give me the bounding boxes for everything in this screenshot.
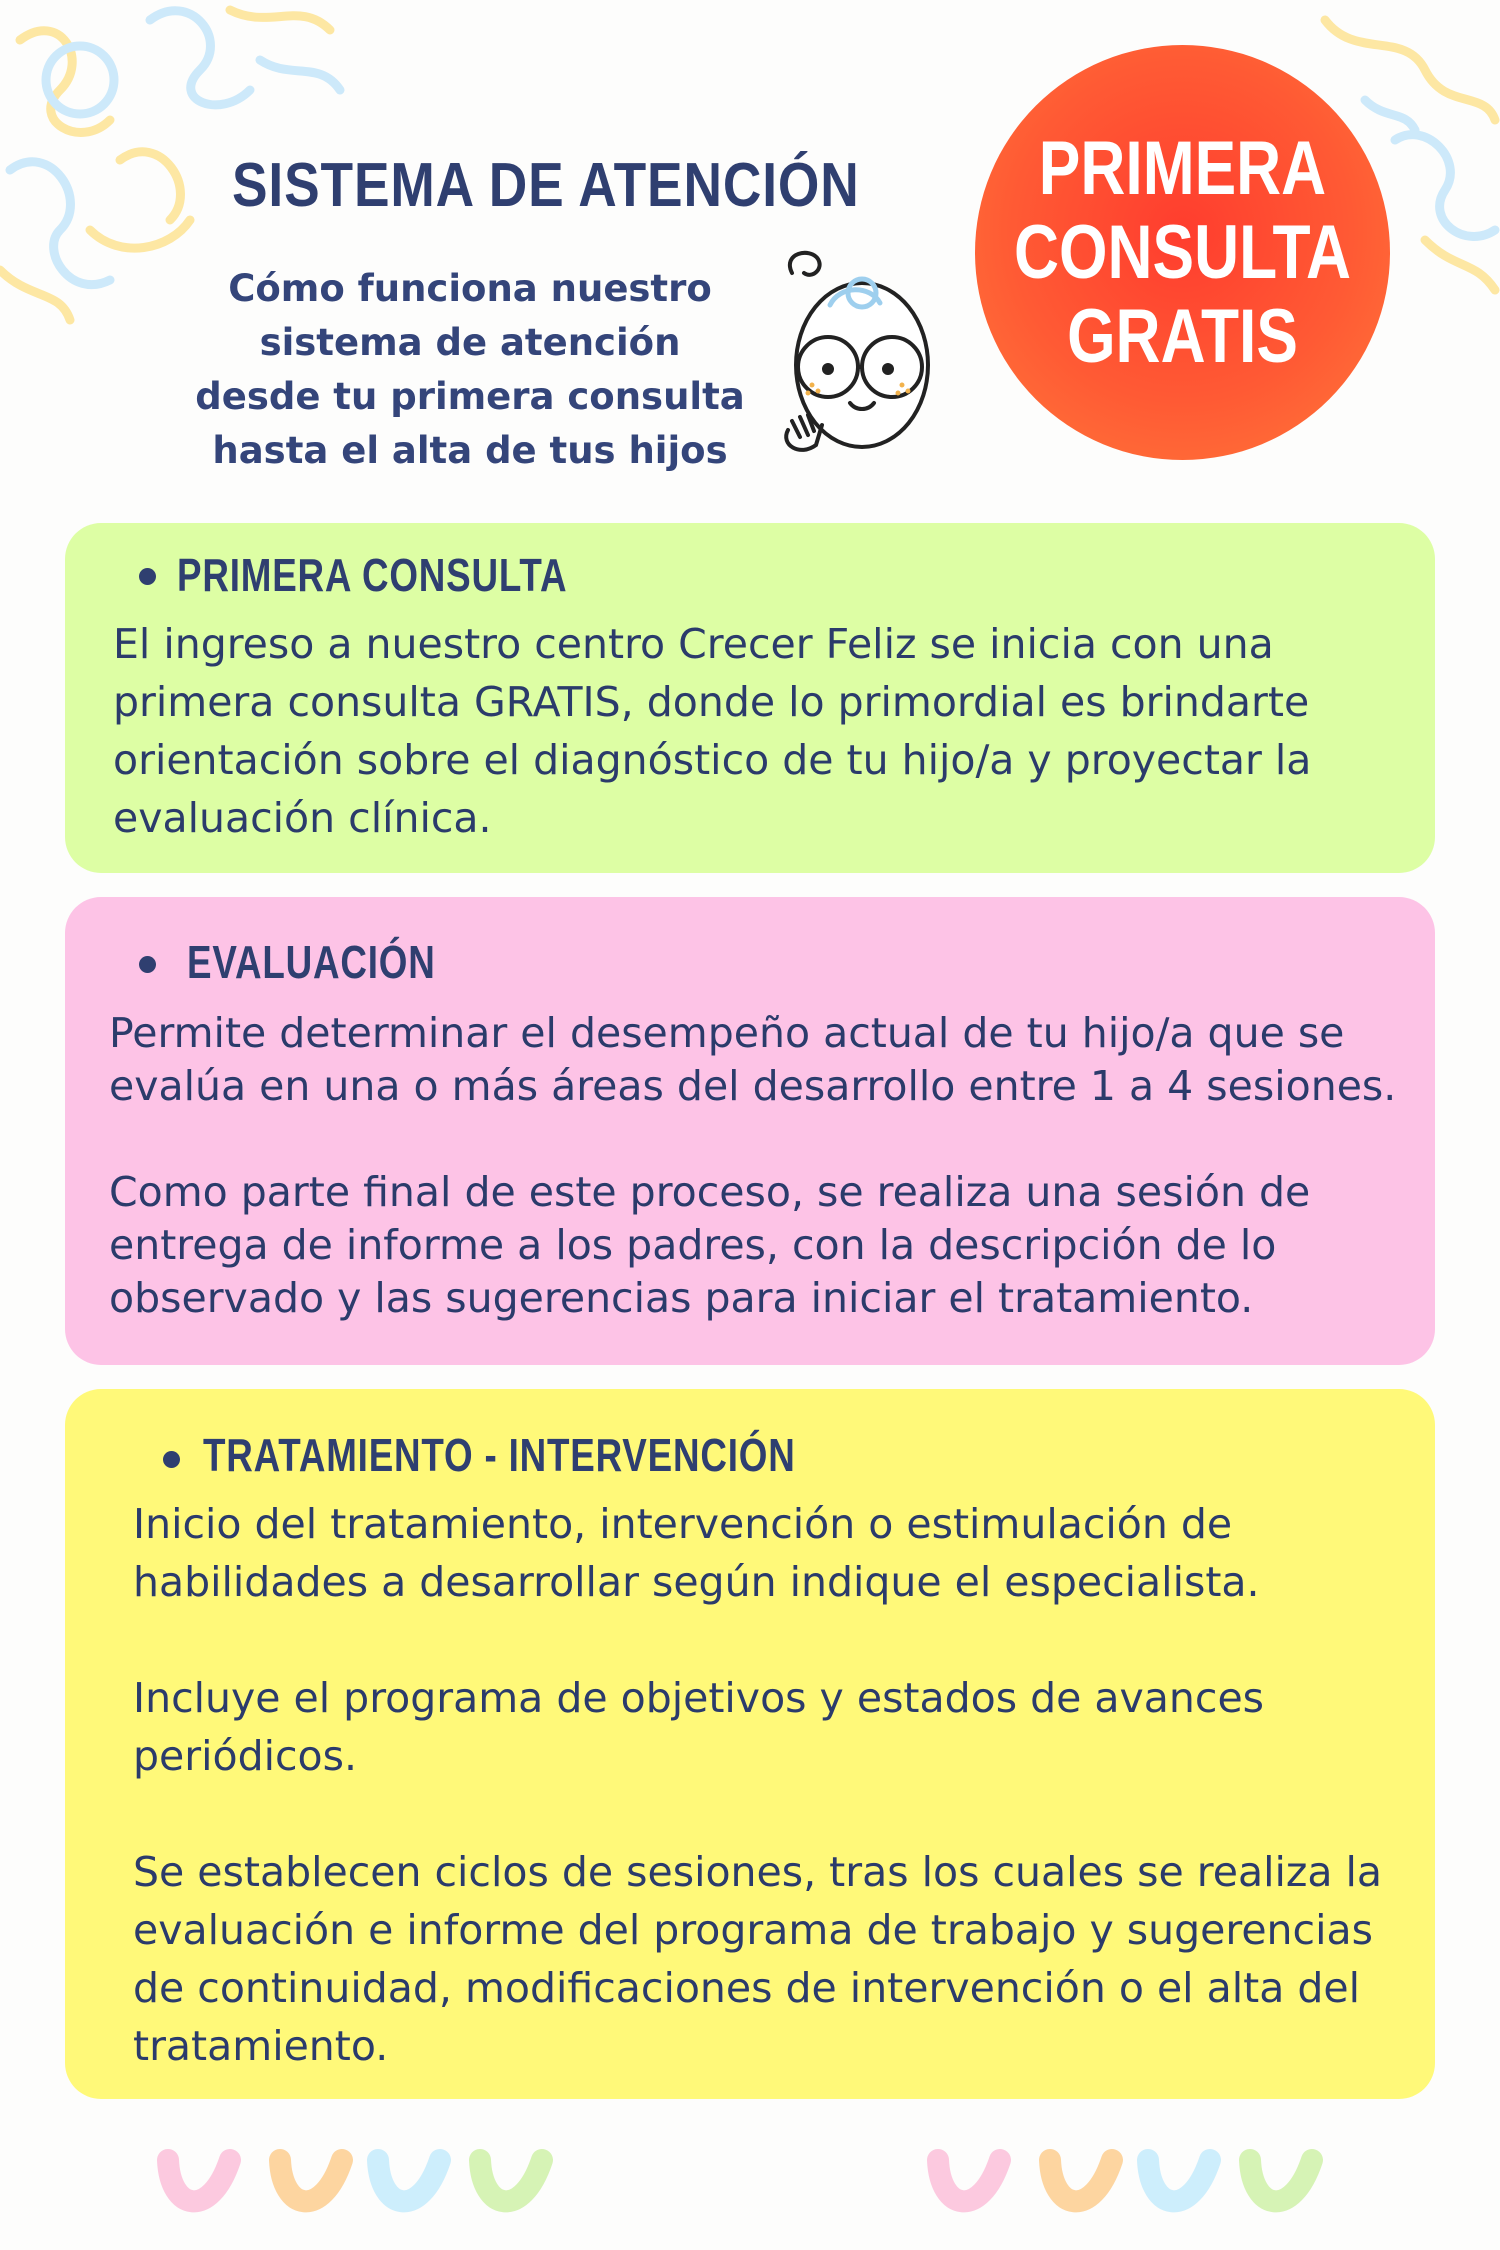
page-subtitle	[170, 262, 770, 478]
subtitle-line: desde tu primera consulta	[195, 375, 745, 418]
section-paragraph: Como parte final de este proceso, se realiza una sesión de entrega de informe a los padres, con la descripción de lo observado y las sugerencias para iniciar el tratamiento.	[109, 1168, 1311, 1322]
section-paragraph: El ingreso a nuestro centro Crecer Feliz se inicia con una primera consulta GRATIS, donde lo primordial es brindarte orientación sobre el diagnóstico de tu hijo/a y proyectar la evaluación clínica.	[113, 620, 1312, 842]
badge-line: PRIMERA	[1038, 125, 1327, 211]
badge-line: GRATIS	[1067, 293, 1298, 379]
section-card-evaluacion	[65, 897, 1435, 1365]
section-paragraph: Inicio del tratamiento, intervención o estimulación de habilidades a desarrollar según indique el especialista.	[133, 1500, 1260, 1606]
brush-marks-decoration-bottom-left	[150, 2140, 580, 2235]
section-paragraph: Permite determinar el desempeño actual de tu hijo/a que se evalúa en una o más áreas del desarrollo entre 1 a 4 sesiones.	[109, 1009, 1397, 1110]
badge-line: CONSULTA	[1014, 209, 1351, 295]
brush-marks-decoration-bottom-right	[920, 2140, 1350, 2235]
section-paragraph: Se establecen ciclos de sesiones, tras los cuales se realiza la evaluación e informe del programa de trabajo y sugerencias de continuidad, modificaciones de intervención o el alta del tratamiento.	[133, 1848, 1383, 2070]
section-heading: TRATAMIENTO - INTERVENCIÓN	[203, 1429, 796, 1481]
section-heading: EVALUACIÓN	[187, 936, 436, 988]
section-card-tratamiento	[65, 1389, 1435, 2099]
subtitle-line: sistema de atención	[259, 321, 681, 364]
section-card-primera-consulta	[65, 523, 1435, 873]
subtitle-line: Cómo funciona nuestro	[228, 267, 712, 310]
section-heading: PRIMERA CONSULTA	[177, 549, 568, 601]
bullet-icon	[139, 568, 156, 585]
bullet-icon	[139, 956, 156, 973]
page-title: SISTEMA DE ATENCIÓN	[232, 151, 860, 220]
free-consultation-badge	[975, 45, 1390, 460]
bullet-icon	[163, 1451, 180, 1468]
section-paragraph: Incluye el programa de objetivos y estados de avances periódicos.	[133, 1674, 1265, 1780]
subtitle-line: hasta el alta de tus hijos	[212, 429, 728, 472]
mascot-glasses-character-illustration	[770, 245, 950, 470]
